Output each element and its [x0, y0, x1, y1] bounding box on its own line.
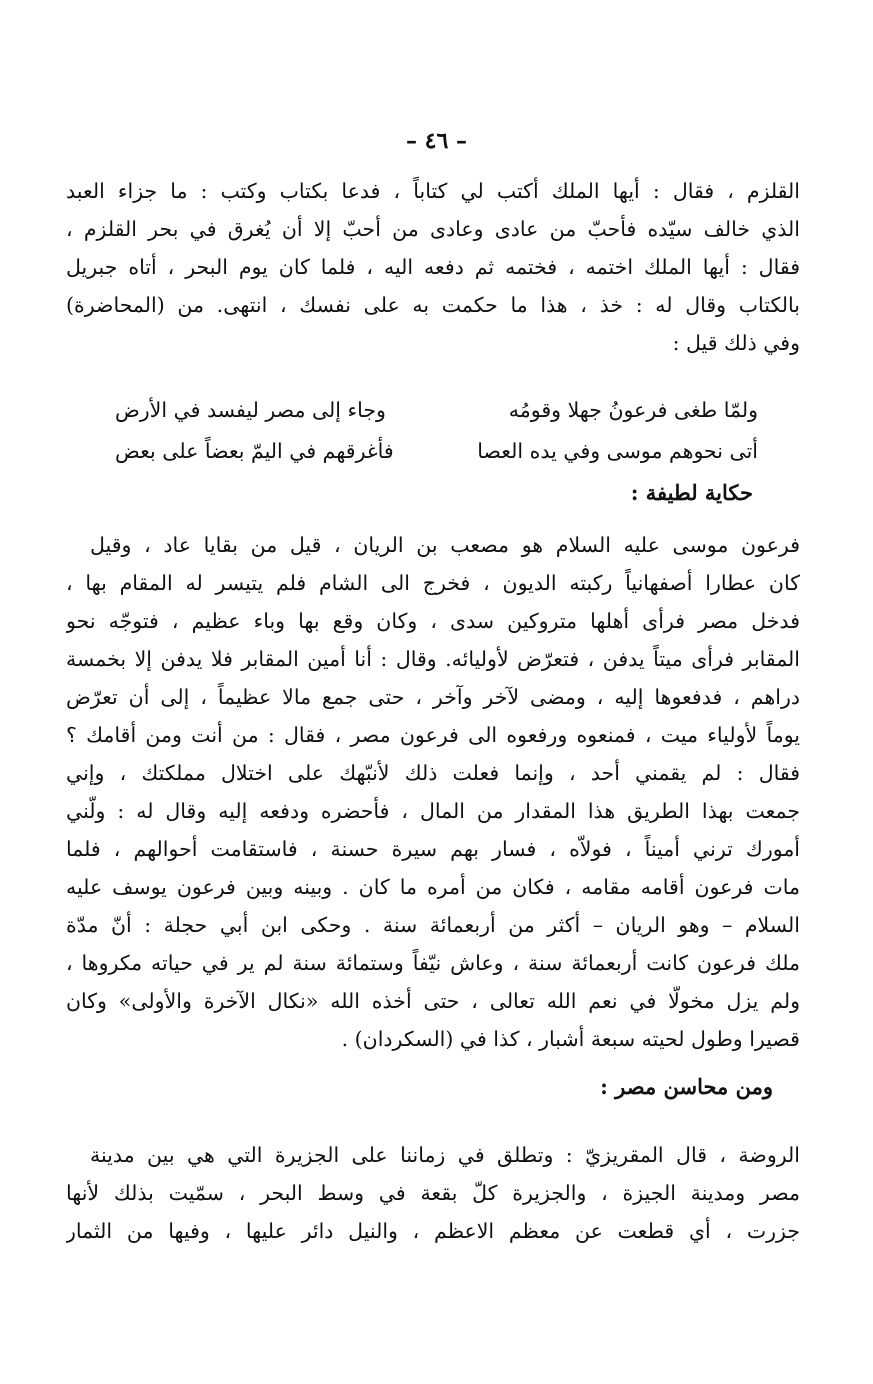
- text-line: الذي خالف سيّده فأحبّ من عادى وعادى من أحبّ إلا أن يُغرق في بحر القلزم ،: [66, 217, 800, 241]
- text-line: قصيرا وطول لحيته سبعة أشبار ، كذا في (السكردان) .: [341, 1027, 800, 1051]
- text-line: ملك فرعون كانت أربعمائة سنة ، وعاش نيّفاً وستمائة سنة لم ير في حياته مكروها ،: [66, 951, 800, 975]
- text-line: فقال : أيها الملك اختمه ، فختمه ثم دفعه اليه ، فلما كان يوم البحر ، أتاه جبريل: [66, 255, 800, 279]
- text-line: وفي ذلك قيل :: [672, 331, 800, 355]
- section-heading: حكاية لطيفة :: [630, 480, 753, 505]
- page-number: – ٤٦ –: [406, 128, 467, 154]
- text-line: كان عطارا أصفهانياً ركبته الديون ، فخرج الى الشام فلم يتيسر له المقام بها ،: [66, 571, 800, 595]
- text-line: مصر ومدينة الجيزة ، والجزيرة كلّ بقعة في وسط البحر ، سمّيت بذلك لأنها: [66, 1181, 800, 1205]
- text-line: ولم يزل مخولّا في نعم الله تعالى ، حتى أخذه الله «نكال الآخرة والأولى» وكان: [66, 989, 800, 1013]
- verse-first-hemistich: ولمّا طغى فرعونُ جهلا وقومُه: [508, 398, 758, 422]
- text-line: فرعون موسى عليه السلام هو مصعب بن الريان ، قيل من بقايا عاد ، وقيل: [90, 533, 800, 557]
- section-heading: ومن محاسن مصر :: [600, 1074, 773, 1099]
- verse-second-hemistich: وجاء إلى مصر ليفسد في الأرض: [115, 398, 386, 422]
- text-line: الروضة ، قال المقريزيّ : وتطلق في زماننا على الجزيرة التي هي بين مدينة: [90, 1143, 800, 1167]
- text-line: فدخل مصر فرأى أهلها متروكين سدى ، وكان وقع بها وباء عظيم ، فتوجّه نحو: [66, 609, 800, 633]
- text-line: المقابر فرأى ميتاً يدفن ، فتعرّض لأوليائه. وقال : أنا أمين المقابر فلا يدفن إلا بخمسة: [66, 647, 800, 671]
- text-line: جمعت بهذا الطريق هذا المقدار من المال ، فأحضره ودفعه إليه وقال له : ولّني: [66, 799, 800, 823]
- text-line: مات فرعون أقامه مقامه ، فكان من أمره ما كان . وبينه وبين فرعون يوسف عليه: [66, 875, 800, 899]
- verse-first-hemistich: أتى نحوهم موسى وفي يده العصا: [477, 439, 758, 463]
- text-line: فقال : لم يقمني أحد ، وإنما فعلت ذلك لأنبّهك على اختلال مملكتك ، وإني: [66, 761, 800, 785]
- text-line: القلزم ، فقال : أيها الملك أكتب لي كتاباً ، فدعا بكتاب وكتب : ما جزاء العبد: [66, 179, 800, 203]
- text-line: يوماً لأولياء ميت ، فمنعوه ورفعوه الى فرعون مصر ، فقال : من أنت ومن أقامك ؟: [66, 723, 800, 747]
- text-line: السلام – وهو الريان – أكثر من أربعمائة سنة . وحكى ابن أبي حجلة : أنّ مدّة: [66, 913, 800, 937]
- text-line: دراهم ، فدفعوها إليه ، ومضى لآخر وآخر ، حتى جمع مالا عظيماً ، إلى أن تعرّض: [66, 685, 800, 709]
- text-line: بالكتاب وقال له : خذ ، هذا ما حكمت به على نفسك ، انتهى. من (المحاضرة): [66, 293, 800, 317]
- text-line: أمورك ترني أميناً ، فولاّه ، فسار بهم سيرة حسنة ، فاستقامت أحوالهم ، فلما: [66, 837, 800, 861]
- verse-second-hemistich: فأغرقهم في اليمّ بعضاً على بعض: [115, 439, 394, 463]
- text-line: جزرت ، أي قطعت عن معظم الاعظم ، والنيل دائر عليها ، وفيها من الثمار: [66, 1219, 800, 1243]
